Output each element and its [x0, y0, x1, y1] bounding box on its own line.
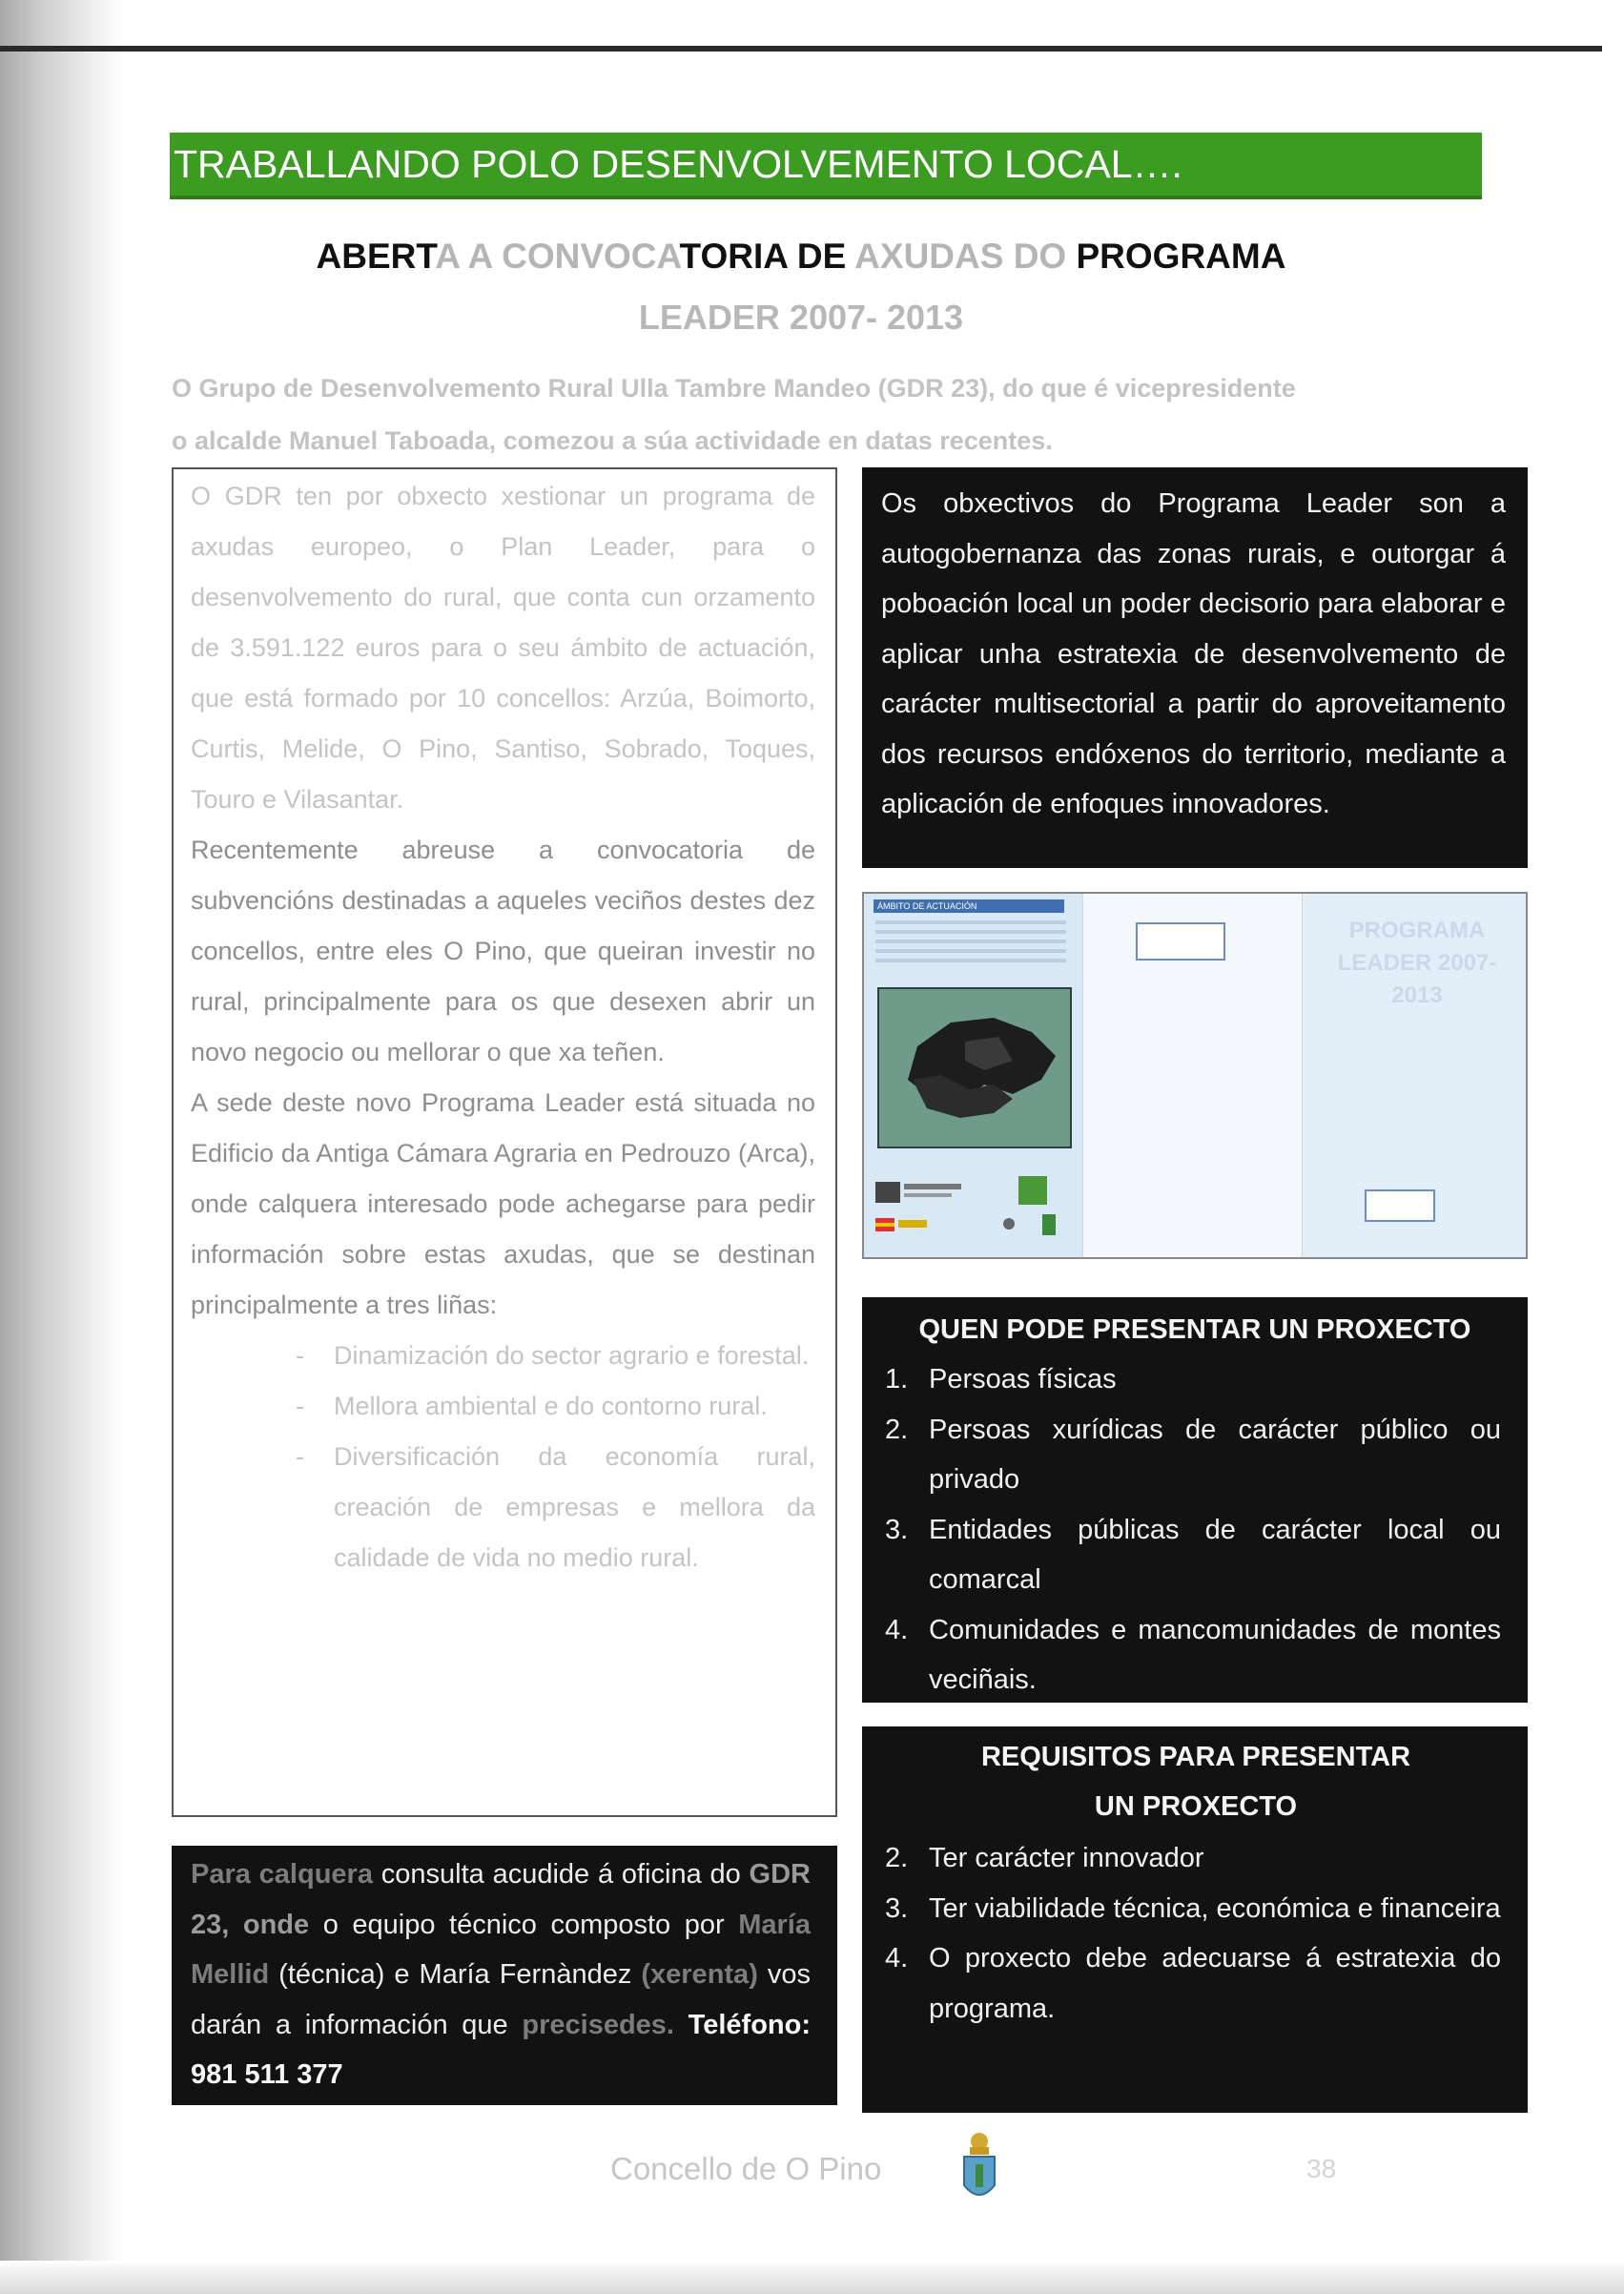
contact-part: consulta acudide á oficina do: [372, 1859, 750, 1890]
list-item: [885, 1933, 1501, 2034]
list-item: - Dinamización do sector agrario e forestal.: [334, 1331, 815, 1381]
requirements-title: REQUISITOS PARA PRESENTAR UN PROXECTO: [980, 1742, 1411, 1822]
title-part-3: TORIA DE: [679, 237, 855, 276]
left-paragraph-3: A sede deste novo Programa Leader está situada no Edificio da Antiga Cámara Agraria en Pedrouzo (Arca), onde calquera interesado pode achegarse para pedir información sobre estas axudas, que se destinan principalmente a tres liñas:: [191, 1088, 815, 1319]
title-part-4: AXUDAS DO: [854, 237, 1067, 276]
contact-part: precisedes.: [522, 2009, 674, 2040]
list-item: [885, 1405, 1501, 1505]
brochure-text-lines: [875, 920, 1066, 968]
action-lines-list: [191, 1331, 815, 1583]
banner-title: TRABALLANDO POLO DESENVOLVEMENTO LOCAL….: [174, 142, 1182, 186]
region-map-image: [877, 987, 1072, 1148]
contact-part: GDR 23, onde: [191, 1859, 811, 1940]
item-number: 3.: [885, 1514, 909, 1545]
list-item: - Mellora ambiental e do contorno rural.: [334, 1381, 815, 1432]
item-text: Comunidades e mancomunidades de montes veciñais.: [929, 1614, 1501, 1695]
objectives-text: Os obxectivos do Programa Leader son a autogobernanza das zonas rurais, e outorgar á poboación local un poder decisorio para elaborar e aplicar unha estratexia de desenvolvemento de carácter multisectorial a partir do aproveitamento dos recursos endóxenos do territorio, mediante a aplicación de enfoques innovadores.: [881, 488, 1506, 819]
item-number: 1.: [885, 1364, 909, 1395]
brochure-logos: [875, 1176, 1066, 1243]
who-can-apply-box: [862, 1297, 1528, 1703]
article-subtitle: LEADER 2007- 2013: [638, 298, 964, 337]
brochure-panel-map: [864, 894, 1083, 1257]
item-number: 2.: [885, 1843, 909, 1873]
left-column-text: [191, 471, 815, 1583]
contact-phone: Teléfono: 981 511 377: [191, 2009, 812, 2090]
contact-text: [191, 1850, 811, 2100]
contact-part: vos darán a información que: [191, 1959, 812, 2040]
intro-line-1: O Grupo de Desenvolvemento Rural Ulla Tambre Mandeo (GDR 23), do que é vicepresidente: [172, 374, 1296, 403]
item-text: Persoas físicas: [929, 1364, 1117, 1395]
intro-paragraph: [172, 362, 1478, 467]
item-number: 4.: [885, 1614, 909, 1645]
requirements-list: [885, 1833, 1501, 2034]
page-number: 38: [1306, 2154, 1337, 2183]
item-number: 3.: [885, 1892, 909, 1924]
section-banner: [170, 133, 1482, 199]
brochure-panel-header: [874, 899, 1064, 913]
item-text: O proxecto debe adecuarse á estratexia do programa.: [929, 1943, 1501, 2024]
title-part-2: A A CONVOCA: [435, 237, 680, 276]
contact-part: (técnica) e María Fernàndez: [269, 1959, 642, 1990]
objectives-box: [862, 467, 1528, 868]
page-edge-shadow: [0, 0, 124, 2294]
contact-part: o equipo técnico composto por: [309, 1909, 739, 1940]
left-paragraph-1: O GDR ten por obxecto xestionar un programa de axudas europeo, o Plan Leader, para o desenvolvemento do rural, que conta cun orzamento de 3.591.122 euros para o seu ámbito de actuación, que está formado por 10 concellos: Arzúa, Boimorto, Curtis, Melide, O Pino, Santiso, Sobrado, Toques, Touro e Vilasantar.: [191, 482, 815, 814]
title-part-5: PROGRAMA: [1066, 237, 1286, 276]
left-paragraph-2: Recentemente abreuse a convocatoria de subvencións destinadas a aqueles veciños destes dez concellos, entre eles O Pino, que queiran investir no rural, principalmente para os que desexen abrir un novo negocio ou mellorar o que xa teñen.: [191, 836, 815, 1066]
contact-part: Para calquera: [191, 1859, 373, 1890]
gdr-logo-icon: [1136, 922, 1225, 961]
page-bottom-edge: [0, 2261, 1624, 2294]
who-can-apply-title: QUEN PODE PRESENTAR UN PROXECTO: [918, 1314, 1471, 1345]
brochure-image: [862, 892, 1528, 1259]
list-item: [885, 1605, 1501, 1705]
brochure-panel-cover: [1083, 894, 1303, 1257]
contact-part: (xerenta): [641, 1959, 758, 1990]
item-number: 2.: [885, 1414, 909, 1445]
footer-municipality: Concello de O Pino: [610, 2151, 882, 2186]
list-item: - Diversificación da economía rural, creación de empresas e mellora da calidade de vida no medio rural.: [334, 1432, 815, 1583]
contact-part: María Mellid: [191, 1909, 811, 1990]
coat-of-arms-icon: [958, 2132, 1000, 2208]
intro-line-2: o alcalde Manuel Taboada, comezou a súa actividade en datas recentes.: [172, 426, 1053, 455]
sponsor-logos: [875, 1176, 1066, 1243]
item-text: Ter viabilidade técnica, económica e financeira: [929, 1892, 1501, 1924]
list-item: [885, 1833, 1501, 1884]
list-item: [885, 1884, 1501, 1934]
article-title: [172, 237, 1430, 277]
item-number: 4.: [885, 1943, 909, 1974]
contact-box: [172, 1846, 837, 2105]
gdr-small-logo-icon: [1365, 1189, 1435, 1222]
list-item: [885, 1354, 1501, 1405]
item-text: Ter carácter innovador: [929, 1843, 1204, 1873]
item-text: Entidades públicas de carácter local ou comarcal: [929, 1514, 1501, 1595]
list-item: [885, 1505, 1501, 1605]
item-text: Persoas xurídicas de carácter público ou privado: [929, 1414, 1501, 1495]
requirements-box: [862, 1726, 1528, 2113]
brochure-title: PROGRAMA LEADER 2007-2013: [1337, 918, 1497, 1008]
brochure-panel-title: [1303, 894, 1528, 1257]
top-rule: [0, 46, 1602, 52]
title-part-1: ABERT: [316, 237, 436, 276]
who-can-apply-list: [885, 1354, 1501, 1705]
